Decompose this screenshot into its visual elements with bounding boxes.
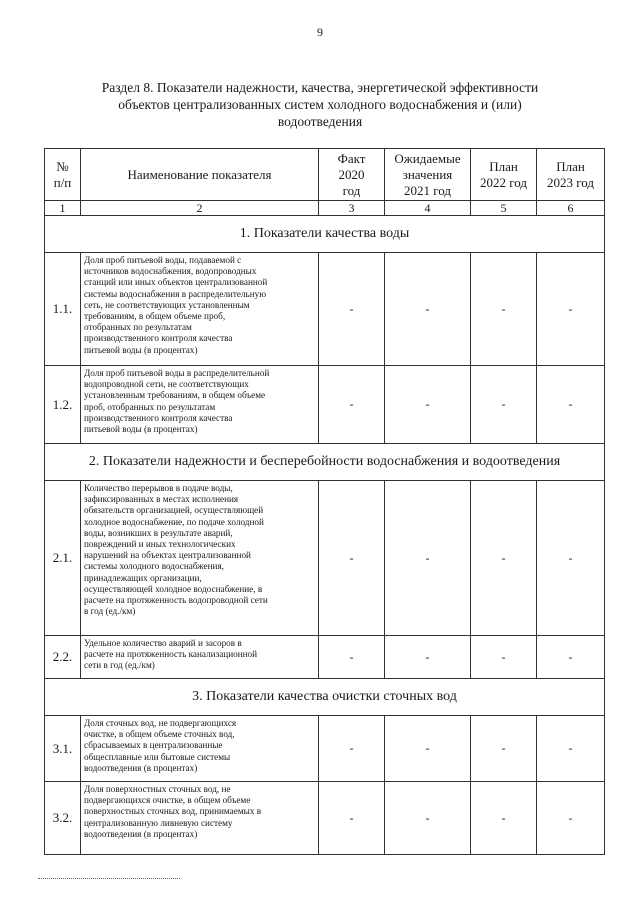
row-number: 1.1.: [45, 253, 81, 366]
page-number: 9: [317, 25, 323, 39]
value-plan-2022: -: [471, 481, 537, 636]
column-number: 6: [537, 201, 605, 216]
header-plan-2023: План 2023 год: [537, 149, 605, 201]
section-heading: [60, 79, 580, 130]
section-row: [45, 444, 605, 481]
table-header-row: [45, 149, 605, 201]
row-number: 2.1.: [45, 481, 81, 636]
value-expected-2021: -: [385, 481, 471, 636]
indicator-description: Доля проб питьевой воды, подаваемой с источников водоснабжения, водопроводных станций или иных объектов централизованной системы водоснабжения в распределительную сеть, не соответствующих установленным требованиям, в общем объеме проб, отобранных по результатам производственного контроля качества питьевой воды (в процентах): [81, 253, 319, 366]
value-plan-2022: -: [471, 782, 537, 855]
header-no: № п/п: [45, 149, 81, 201]
column-number: 3: [319, 201, 385, 216]
table-row: [45, 481, 605, 636]
column-number: 1: [45, 201, 81, 216]
value-expected-2021: -: [385, 636, 471, 679]
heading-line-1: Раздел 8. Показатели надежности, качества, энергетической эффективности: [101, 80, 539, 95]
section-title: 2. Показатели надежности и бесперебойности водоснабжения и водоотведения: [45, 444, 605, 481]
value-fact-2020: -: [319, 253, 385, 366]
indicator-description: Доля поверхностных сточных вод, не подвергающихся очистке, в общем объеме поверхностных сточных вод, принимаемых в централизованную ливневую систему водоотведения (в процентах): [81, 782, 319, 855]
heading-line-2: объектов централизованных систем холодного водоснабжения и (или): [118, 97, 522, 112]
header-name: Наименование показателя: [81, 149, 319, 201]
value-fact-2020: -: [319, 782, 385, 855]
value-fact-2020: -: [319, 636, 385, 679]
column-number: 5: [471, 201, 537, 216]
section-title: 1. Показатели качества воды: [45, 216, 605, 253]
row-number: 2.2.: [45, 636, 81, 679]
table-row: [45, 716, 605, 782]
indicator-description: Доля проб питьевой воды в распределительной водопроводной сети, не соответствующих установленным требованиям, в общем объеме проб, отобранных по результатам производственного контроля качества питьевой воды (в процентах): [81, 366, 319, 444]
value-plan-2022: -: [471, 366, 537, 444]
indicator-description: Доля сточных вод, не подвергающихся очистке, в общем объеме сточных вод, сбрасываемых в централизованные общесплавные или бытовые системы водоотведения (в процентах): [81, 716, 319, 782]
value-plan-2023: -: [537, 782, 605, 855]
section-row: [45, 216, 605, 253]
row-number: 1.2.: [45, 366, 81, 444]
value-expected-2021: -: [385, 366, 471, 444]
indicators-table: [44, 148, 605, 855]
value-expected-2021: -: [385, 253, 471, 366]
value-plan-2022: -: [471, 253, 537, 366]
value-plan-2022: -: [471, 636, 537, 679]
header-fact-2020: Факт 2020 год: [319, 149, 385, 201]
header-plan-2022: План 2022 год: [471, 149, 537, 201]
section-title: 3. Показатели качества очистки сточных вод: [45, 679, 605, 716]
row-number: 3.1.: [45, 716, 81, 782]
column-number: 2: [81, 201, 319, 216]
value-plan-2023: -: [537, 253, 605, 366]
value-expected-2021: -: [385, 782, 471, 855]
value-fact-2020: -: [319, 366, 385, 444]
value-expected-2021: -: [385, 716, 471, 782]
table-row: [45, 636, 605, 679]
indicator-description: Количество перерывов в подаче воды, зафиксированных в местах исполнения обязательств организацией, осуществляющей холодное водоснабжение, по подаче холодной воды, возникших в результате аварий, повреждений и иных технологических нарушений на объектах централизованной системы холодного водоснабжения, принадлежащих организации, осуществляющей холодное водоснабжение, в расчете на протяженность водопроводной сети в год (ед./км): [81, 481, 319, 636]
table-row: [45, 782, 605, 855]
table-row: [45, 253, 605, 366]
heading-line-3: водоотведения: [277, 114, 363, 129]
value-fact-2020: -: [319, 716, 385, 782]
table-row: [45, 366, 605, 444]
value-plan-2023: -: [537, 366, 605, 444]
row-number: 3.2.: [45, 782, 81, 855]
footnote-divider: [38, 878, 180, 879]
value-plan-2023: -: [537, 481, 605, 636]
indicator-description: Удельное количество аварий и засоров в расчете на протяженность канализационной сети в год (ед./км): [81, 636, 319, 679]
value-plan-2022: -: [471, 716, 537, 782]
header-expected-2021: Ожидаемые значения 2021 год: [385, 149, 471, 201]
section-row: [45, 679, 605, 716]
value-plan-2023: -: [537, 636, 605, 679]
column-number: 4: [385, 201, 471, 216]
value-fact-2020: -: [319, 481, 385, 636]
column-number-row: [45, 201, 605, 216]
value-plan-2023: -: [537, 716, 605, 782]
